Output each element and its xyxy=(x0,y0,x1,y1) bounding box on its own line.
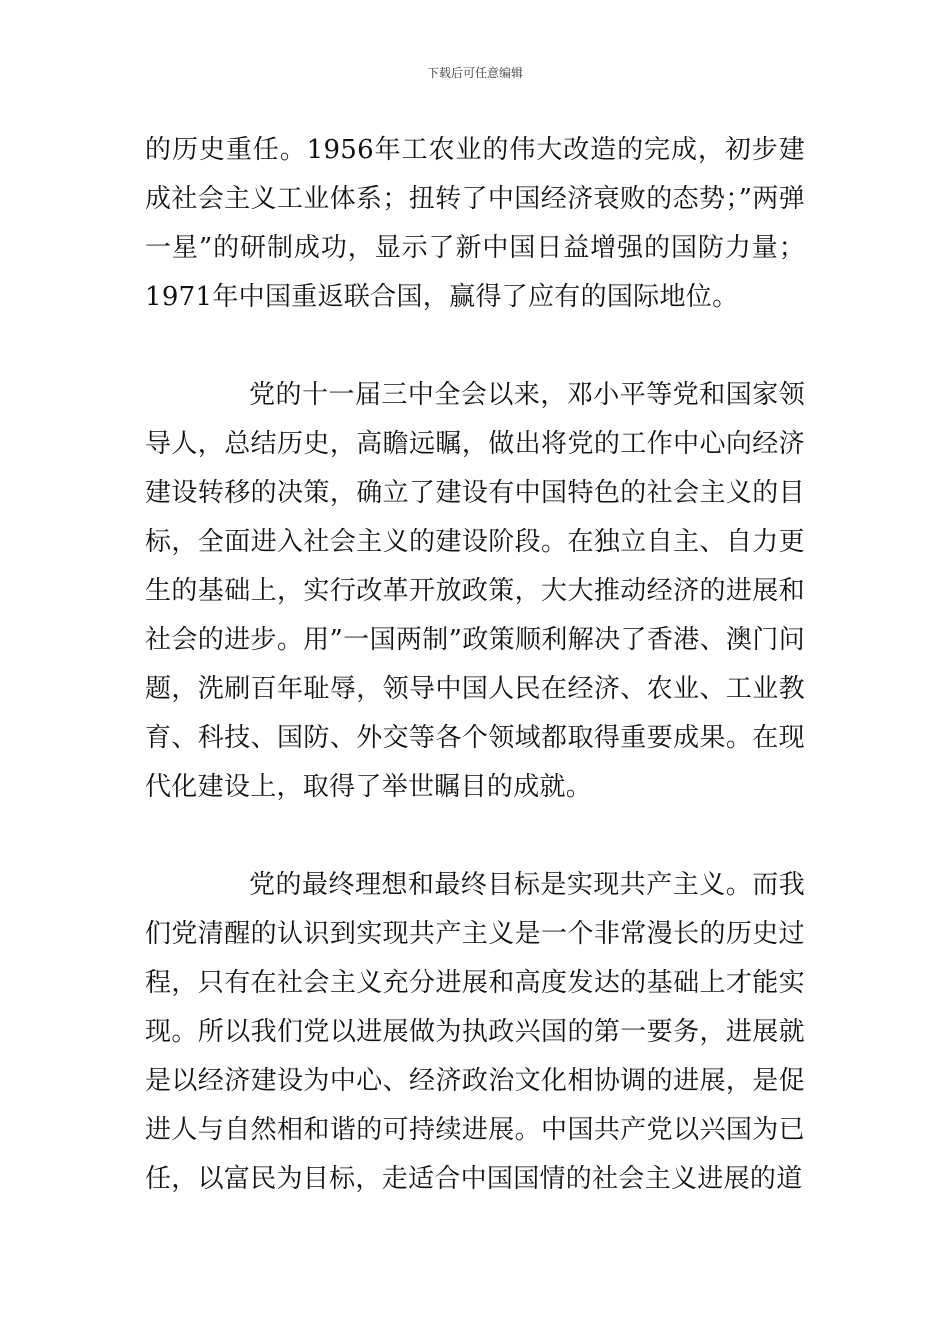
paragraph-3: 党的最终理想和最终目标是实现共产主义。而我们党清醒的认识到实现共产主义是一个非常漫长的历史过程，只有在社会主义充分进展和高度发达的基础上才能实现。所以我们党以进展做为执政兴国的第一要务，进展就是以经济建设为中心、经济政治文化相协调的进展，是促进人与自然相和谐的可持续进展。中国共产党以兴国为已任，以富民为目标，走适合中国国情的社会主义进展的道 xyxy=(145,870,805,1194)
page-header: 下载后可任意编辑 xyxy=(426,66,523,80)
paragraph-1: 的历史重任。1956年工农业的伟大改造的完成，初步建成社会主义工业体系；扭转了中国经济衰败的态势；”两弹一星”的研制成功，显示了新中国日益增强的国防力量；1971年中国重返联合国，赢得了应有的国际地位。 xyxy=(145,135,805,312)
paragraph-2: 党的十一届三中全会以来，邓小平等党和国家领导人，总结历史，高瞻远瞩，做出将党的工作中心向经济建设转移的决策，确立了建设有中国特色的社会主义的目标，全面进入社会主义的建设阶段。在独立自主、自力更生的基础上，实行改革开放政策，大大推动经济的进展和社会的进步。用”一国两制”政策顺利解决了香港、澳门问题，洗刷百年耻辱，领导中国人民在经济、农业、工业教育、科技、国防、外交等各个领域都取得重要成果。在现代化建设上，取得了举世瞩目的成就。 xyxy=(145,380,805,802)
document-body xyxy=(145,126,805,1253)
